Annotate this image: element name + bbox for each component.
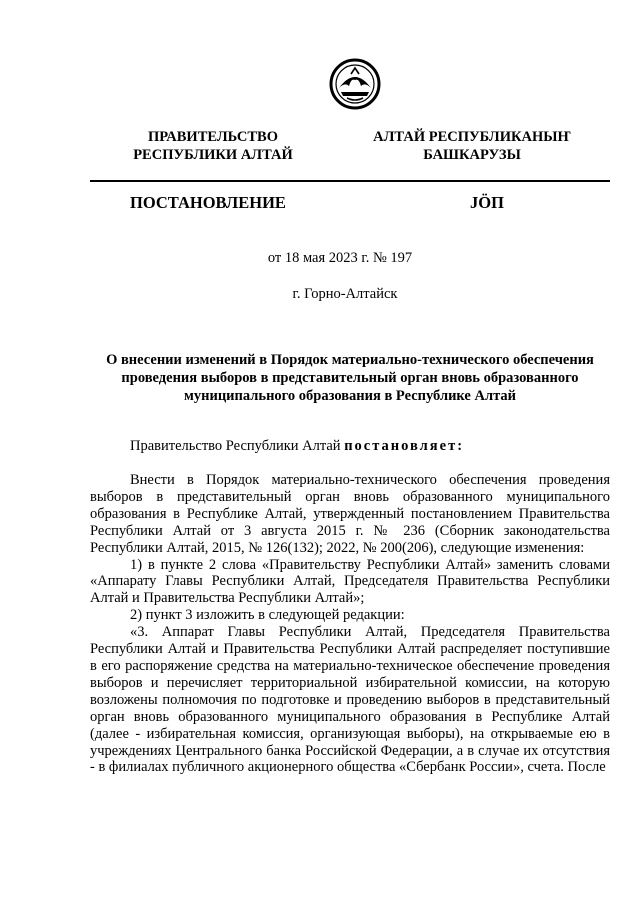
date-line-text: от 18 мая 2023 г. № 197 bbox=[267, 250, 413, 266]
intro-line bbox=[130, 438, 464, 455]
header-left bbox=[108, 128, 318, 164]
header-left-line2: РЕСПУБЛИКИ АЛТАЙ bbox=[133, 147, 293, 163]
document-body bbox=[90, 472, 610, 776]
header-right-line2: БАШКАРУЗЫ bbox=[423, 147, 521, 163]
doc-type-russian: ПОСТАНОВЛЕНИЕ bbox=[130, 193, 286, 212]
doc-type-altai: JӦП bbox=[470, 193, 504, 212]
coat-of-arms-emblem bbox=[329, 58, 381, 110]
header-divider bbox=[90, 180, 610, 182]
body-paragraph: «3. Аппарат Главы Республики Алтай, Председателя Правительства Республики Алтай и Правительства Республики Алтай распределяет поступившие в его распоряжение средства на материально-техническое обеспечение проведения выборов и перечисляет территориальной избирательной комиссии, на которую возложены полномочия по подготовке и проведению выборов в представительный орган вновь образованного муниципального образования в Республике Алтай (далее - избирательная комиссия, организующая выборы), на открываемые ею в учреждениях Центрального банка Российской Федерации, а в случае их отсутствия - в филиалах публичного акционерного общества «Сбербанк России», счета. После bbox=[90, 624, 610, 776]
document-subject: О внесении изменений в Порядок материально-технического обеспечения проведения выборов в представительный орган вновь образованного муниципального образования в Республике Алтай bbox=[106, 352, 594, 404]
body-paragraph: Внести в Порядок материально-технического обеспечения проведения выборов в представительный орган вновь образованного муниципального образования в Республике Алтай, утвержденный постановлением Правительства Республики Алтай от 3 августа 2015 г. № 236 (Сборник законодательства Республики Алтай, 2015, № 126(132); 2022, № 200(206), следующие изменения: bbox=[90, 472, 610, 556]
intro-prefix: Правительство Республики Алтай bbox=[130, 438, 345, 454]
city-line bbox=[0, 286, 640, 303]
date-line bbox=[0, 250, 640, 267]
city-text: г. Горно-Алтайск bbox=[292, 286, 398, 302]
header-left-line1: ПРАВИТЕЛЬСТВО bbox=[148, 129, 278, 145]
body-paragraph: 1) в пункте 2 слова «Правительству Республики Алтай» заменить словами «Аппарату Главы Республики Алтай, Председателя Правительства Республики Алтай и Правительства Республики Алтай»; bbox=[90, 556, 610, 607]
header-right-line1: АЛТАЙ РЕСПУБЛИКАНЫҤ bbox=[373, 129, 571, 145]
body-paragraph: 2) пункт 3 изложить в следующей редакции: bbox=[130, 607, 405, 624]
intro-verb: постановляет: bbox=[344, 438, 465, 454]
header-right bbox=[362, 128, 582, 164]
